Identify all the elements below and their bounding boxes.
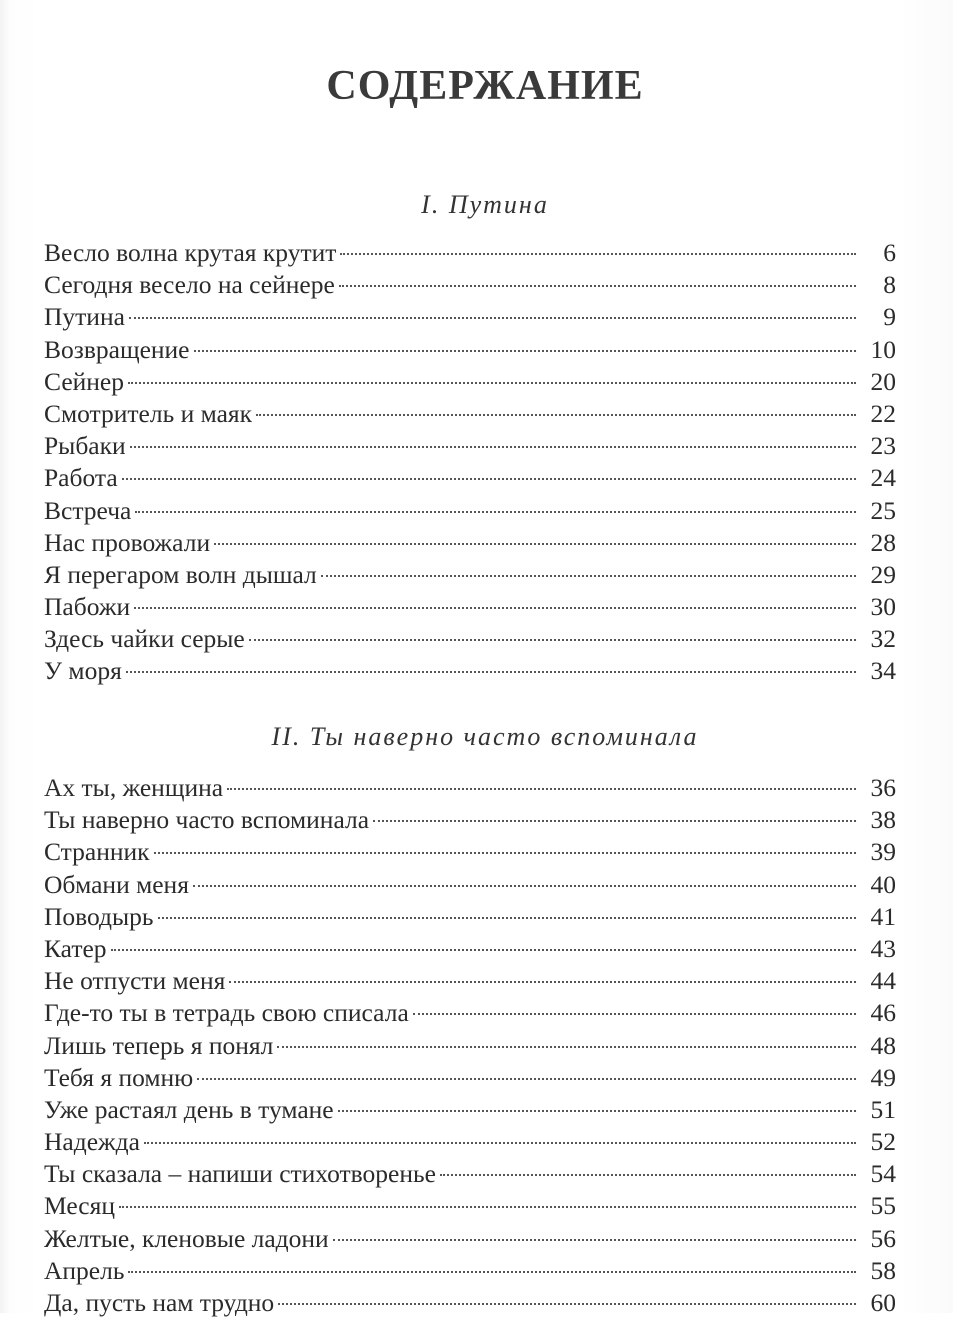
toc-entry <box>44 366 896 398</box>
dot-leader <box>440 1174 856 1176</box>
toc-entry <box>44 462 896 494</box>
toc-entry <box>44 591 896 623</box>
toc-entry-title: Надежда <box>44 1127 140 1157</box>
toc-entry-page-number: 55 <box>870 1191 896 1221</box>
toc-entry-title: Я перегаром волн дышал <box>44 559 317 589</box>
toc-entry-title: Апрель <box>44 1255 125 1285</box>
toc-entry-title: Поводырь <box>44 901 154 931</box>
toc-entry-title: Уже растаял день в тумане <box>44 1094 334 1124</box>
toc-entry <box>44 1126 896 1158</box>
dot-leader <box>229 981 856 983</box>
dot-leader <box>249 639 856 641</box>
toc-entry-title: Да, пусть нам трудно <box>44 1288 275 1317</box>
toc-entry-title: Нас провожали <box>44 527 211 557</box>
toc-entry-title: Ах ты, женщина <box>44 773 224 802</box>
toc-entry-title: Где-то ты в тетрадь свою списала <box>44 998 409 1028</box>
toc-entry <box>44 269 896 301</box>
toc-list <box>44 237 896 688</box>
dot-leader <box>129 317 856 319</box>
toc-entry-page-number: 36 <box>870 773 896 802</box>
dot-leader <box>154 852 856 854</box>
toc-entry-page-number: 28 <box>870 527 896 557</box>
page-title: СОДЕРЖАНИЕ <box>326 63 644 109</box>
toc-entry-page-number: 41 <box>870 901 896 931</box>
dot-leader <box>340 253 856 255</box>
dot-leader <box>227 788 856 790</box>
toc-entry-title: Встреча <box>44 495 132 525</box>
toc-entry-page-number: 20 <box>870 366 896 396</box>
dot-leader <box>413 1013 856 1015</box>
toc-entry-title: Рыбаки <box>44 431 126 461</box>
toc-entry <box>44 997 896 1029</box>
dot-leader <box>339 285 856 287</box>
dot-leader <box>333 1239 856 1241</box>
toc-entry-page-number: 51 <box>870 1094 896 1124</box>
toc-entry <box>44 804 896 836</box>
toc-entry <box>44 933 896 965</box>
toc-entry <box>44 1287 896 1319</box>
dot-leader <box>256 414 856 416</box>
toc-entry-title: Путина <box>44 302 125 332</box>
toc-entry-title: У моря <box>44 656 122 686</box>
toc-list <box>44 772 896 1319</box>
toc-entry-title: Пабожи <box>44 592 131 622</box>
dot-leader <box>278 1303 856 1305</box>
toc-entry-title: Лишь теперь я понял <box>44 1030 274 1060</box>
toc-entry-page-number: 9 <box>883 302 896 332</box>
toc-entry-title: Возвращение <box>44 334 190 364</box>
toc-entry-page-number: 10 <box>870 334 896 364</box>
toc-entry-page-number: 32 <box>870 624 896 654</box>
toc-entry <box>44 1223 896 1255</box>
section-title: II. Ты наверно часто вспоминала <box>271 722 699 751</box>
toc-entry-title: Ты наверно часто вспоминала <box>44 805 370 835</box>
toc-entry-title: Желтые, кленовые ладони <box>44 1223 329 1253</box>
toc-entry-page-number: 34 <box>870 656 896 686</box>
toc-entry-page-number: 48 <box>870 1030 896 1060</box>
dot-leader <box>128 382 856 384</box>
dot-leader <box>194 350 856 352</box>
toc-entry-page-number: 38 <box>870 805 896 835</box>
toc-entry <box>44 1190 896 1222</box>
toc-entry-page-number: 46 <box>870 998 896 1028</box>
toc-entry-title: Сейнер <box>44 366 124 396</box>
toc-entry <box>44 836 896 868</box>
toc-entry <box>44 1062 896 1094</box>
toc-entry-page-number: 49 <box>870 1062 896 1092</box>
toc-entry <box>44 655 896 687</box>
toc-entry-title: Сегодня весело на сейнере <box>44 270 335 300</box>
toc-entry-page-number: 56 <box>870 1223 896 1253</box>
toc-entry-page-number: 30 <box>870 592 896 622</box>
toc-entry-page-number: 6 <box>883 238 896 267</box>
toc-entry <box>44 772 896 804</box>
dot-leader <box>135 511 856 513</box>
toc-entry-title: Тебя я помню <box>44 1062 194 1092</box>
dot-leader <box>122 478 856 480</box>
toc-entry <box>44 1094 896 1126</box>
toc-entry <box>44 237 896 269</box>
toc-entry-page-number: 22 <box>870 398 896 428</box>
toc-entry <box>44 965 896 997</box>
toc-entry-page-number: 52 <box>870 1127 896 1157</box>
toc-entry <box>44 527 896 559</box>
toc-entry <box>44 334 896 366</box>
toc-entry <box>44 398 896 430</box>
dot-leader <box>338 1110 856 1112</box>
toc-entry <box>44 869 896 901</box>
toc-entry-title: Странник <box>44 837 150 867</box>
toc-entry-title: Здесь чайки серые <box>44 624 245 654</box>
dot-leader <box>277 1046 856 1048</box>
toc-entry-page-number: 40 <box>870 869 896 899</box>
toc-entry-title: Не отпусти меня <box>44 966 226 996</box>
toc-entry <box>44 901 896 933</box>
dot-leader <box>130 446 856 448</box>
toc-entry-page-number: 44 <box>870 966 896 996</box>
dot-leader <box>158 917 856 919</box>
toc-entry <box>44 623 896 655</box>
toc-entry-page-number: 60 <box>870 1288 896 1317</box>
toc-entry-page-number: 39 <box>870 837 896 867</box>
toc-entry-title: Смотритель и маяк <box>44 398 253 428</box>
dot-leader <box>134 607 856 609</box>
toc-entry-page-number: 23 <box>870 431 896 461</box>
section-title: I. Путина <box>421 190 549 219</box>
toc-entry-title: Работа <box>44 463 118 493</box>
toc-entry <box>44 1158 896 1190</box>
dot-leader <box>321 575 856 577</box>
toc-entry <box>44 1255 896 1287</box>
toc-entry-title: Ты сказала – напиши стихотворенье <box>44 1159 436 1189</box>
toc-entry <box>44 1030 896 1062</box>
toc-entry <box>44 430 896 462</box>
dot-leader <box>373 820 856 822</box>
toc-entry-page-number: 43 <box>870 933 896 963</box>
toc-entry <box>44 559 896 591</box>
dot-leader <box>193 885 856 887</box>
dot-leader <box>119 1206 856 1208</box>
dot-leader <box>126 671 856 673</box>
toc-entry-page-number: 58 <box>870 1255 896 1285</box>
dot-leader <box>197 1078 856 1080</box>
toc-entry-title: Обмани меня <box>44 869 189 899</box>
toc-entry-page-number: 29 <box>870 559 896 589</box>
toc-entry <box>44 301 896 333</box>
toc-entry-page-number: 25 <box>870 495 896 525</box>
toc-entry-page-number: 8 <box>883 270 896 300</box>
dot-leader <box>144 1142 856 1144</box>
dot-leader <box>214 543 856 545</box>
dot-leader <box>128 1271 856 1273</box>
dot-leader <box>111 949 856 951</box>
toc-entry-page-number: 24 <box>870 463 896 493</box>
toc-entry-page-number: 54 <box>870 1159 896 1189</box>
toc-entry <box>44 495 896 527</box>
toc-entry-title: Весло волна крутая крутит <box>44 238 337 267</box>
toc-entry-title: Катер <box>44 933 107 963</box>
toc-entry-title: Месяц <box>44 1191 115 1221</box>
